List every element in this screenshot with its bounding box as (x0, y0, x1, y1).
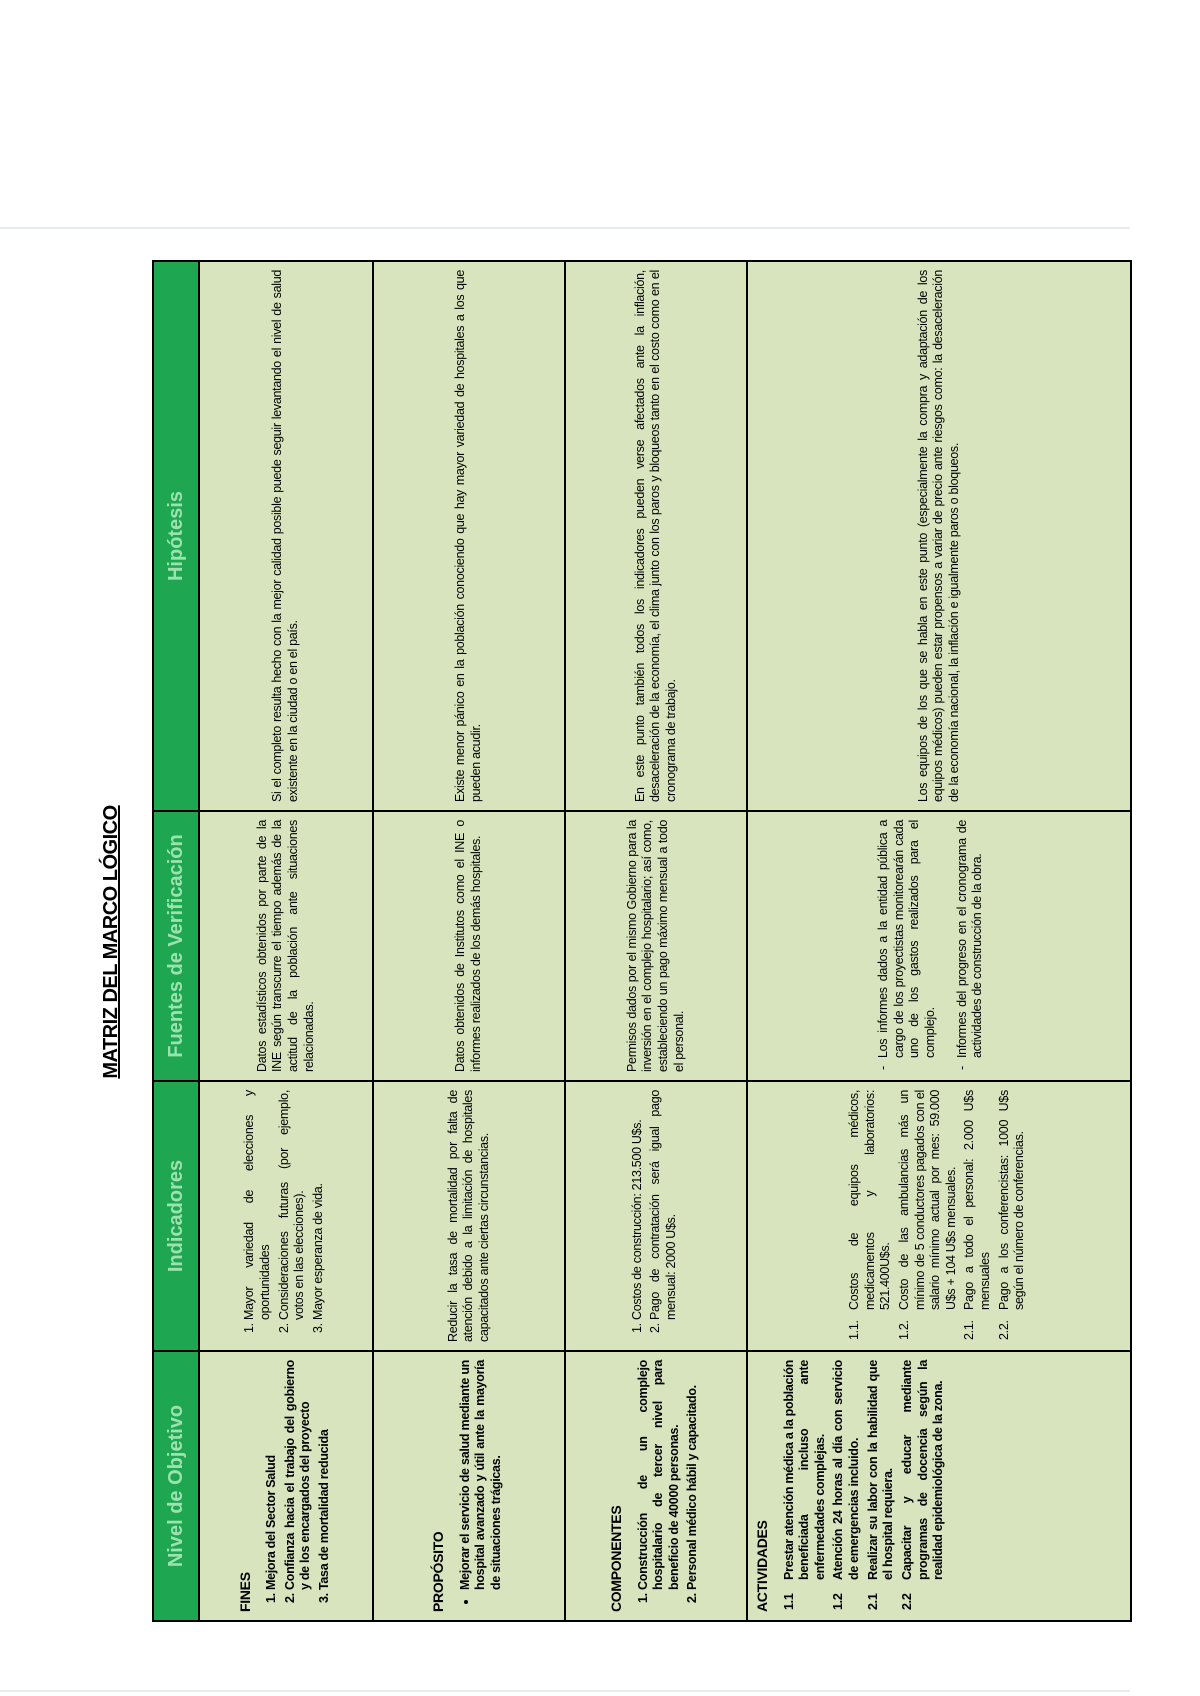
actividades-source-list (876, 820, 986, 1072)
section-label: ACTIVIDADES (754, 1520, 770, 1612)
section-label: FINES (236, 1572, 253, 1612)
list-item: 1. Mejora del Sector Salud (264, 1360, 280, 1590)
list-item: 3. Tasa de mortalidad reducida (317, 1360, 333, 1590)
list-item: - Informes del progreso en el cronograma de actividades de construcción de la obra. (955, 820, 986, 1058)
list-item: 1. Mayor variedad de elecciones y oportunidades (242, 1090, 273, 1320)
item-number: 2.1 (865, 1593, 880, 1610)
item-text: Costo de las ambulancias más un mínimo de 5 conductores pagados con el salario mínimo actual por mes: 59.000 U$s + 104 U$s mensuales. (896, 1090, 958, 1310)
item-number: 2.2 (899, 1593, 914, 1610)
list-item: 1. Construcción de un complejo hospitalario de tercer nivel para beneficio de 40000 personas. (636, 1360, 683, 1590)
proposito-hypothesis: Existe menor pánico en la población conociendo que hay mayor variedad de hospitales a los que pueden acudir. (373, 261, 565, 811)
section-label: PROPÓSITO (430, 1531, 447, 1612)
fines-indicator-list (242, 1090, 326, 1342)
item-number: 1.2. (896, 1320, 911, 1340)
componentes-objective-list (636, 1360, 702, 1612)
document-title: MATRIZ DEL MARCO LÓGICO (100, 805, 122, 1079)
row-actividades (747, 261, 1131, 1621)
rotated-document (100, 262, 1105, 1622)
item-text: Prestar atención médica a la población beneficiada incluso ante enfermedades complejas. (781, 1360, 827, 1580)
header-row (153, 261, 199, 1621)
item-text: Costos de equipos médicos, medicamentos y laboratorios: 521.400U$s. (847, 1090, 893, 1310)
actividades-objectives (747, 1351, 1131, 1621)
item-text: Pago a todo el personal: 2.000 U$s mensuales (962, 1090, 993, 1310)
header-verification-sources: Fuentes de Verificación (153, 811, 199, 1081)
row-componentes (565, 261, 747, 1621)
list-item (996, 1090, 1028, 1340)
list-item: • Mejorar el servicio de salud mediante un hospital avanzado y útil ante la mayoría de situaciones trágicas. (458, 1360, 505, 1590)
proposito-indicators: Reducir la tasa de mortalidad por falta de atención debido a la limitación de hospitales capacitados ante ciertas circunstancias. (373, 1081, 565, 1351)
row-proposito (373, 261, 565, 1621)
item-number: 2.2. (996, 1320, 1011, 1340)
actividades-indicator-list (847, 1090, 1028, 1342)
fines-objective-list (264, 1360, 333, 1612)
fines-hypothesis: Si el completo resulta hecho con la mejor calidad posible puede seguir levantando el nivel de salud existente en la ciudad o en el país. (199, 261, 373, 811)
proposito-objectives (373, 1351, 565, 1621)
componentes-indicators (565, 1081, 747, 1351)
page-separator-bottom (0, 1690, 1130, 1692)
item-text: Atención 24 horas al día con servicio de emergencias incluido. (831, 1360, 861, 1580)
list-item (847, 1090, 894, 1340)
proposito-objective-list (458, 1360, 505, 1612)
fines-indicators (199, 1081, 373, 1351)
componentes-indicator-list (630, 1090, 680, 1342)
header-hypothesis: Hipótesis (153, 261, 199, 811)
componentes-objectives (565, 1351, 747, 1621)
list-item (865, 1360, 897, 1610)
actividades-sources (747, 811, 1131, 1081)
list-item (831, 1360, 862, 1610)
item-number: 1.1. (847, 1320, 862, 1340)
item-number: 2.1. (962, 1320, 977, 1340)
item-number: 1.2 (831, 1593, 846, 1610)
item-number: 1.1 (781, 1593, 796, 1610)
actividades-hypothesis: Los equipos de los que se habla en este punto (especialmente la compra y adaptación de los equipos médicos) pueden estar propensos a variar de precio ante riesgos como: la desaceleración de la economía nacional, la inflación e igualmente paros o bloqueos. (747, 261, 1131, 811)
section-label: COMPONENTES (608, 1505, 624, 1612)
list-item (781, 1360, 829, 1610)
logical-framework-matrix (152, 260, 1132, 1622)
actividades-indicators (747, 1081, 1131, 1351)
fines-sources: Datos estadísticos obtenidos por parte de la INE según transcurre el tiempo además de la actitud de la población ante situaciones relacionadas. (199, 811, 373, 1081)
list-item (899, 1360, 947, 1610)
list-item: 2. Personal médico hábil y capacitado. (685, 1360, 701, 1590)
page-separator-top (0, 227, 1130, 229)
actividades-objective-list (782, 1360, 947, 1612)
header-objective-level: Nivel de Objetivo (153, 1351, 199, 1621)
list-item: 2. Confianza hacia el trabajo del gobierno y de los encargados del proyecto (283, 1360, 314, 1590)
row-fines (199, 261, 373, 1621)
list-item: - Los informes dados a la entidad pública a cargo de los proyectistas monitorearán cada uno de los gastos realizados para el complejo. (876, 820, 939, 1058)
item-text: Pago a los conferencistas: 1000 U$s según el número de conferencias. (996, 1090, 1027, 1310)
list-item (896, 1090, 960, 1340)
item-text: Realizar su labor con la habilidad que el hospital requiera. (865, 1360, 896, 1580)
componentes-hypothesis: En este punto también todos los indicadores pueden verse afectados ante la inflación, desaceleración de la economía, el clima junto con los paros y bloqueos tanto en el costo como en el cronograma de trabajo. (565, 261, 747, 811)
header-indicators: Indicadores (153, 1081, 199, 1351)
list-item: 3. Mayor esperanza de vida. (311, 1090, 327, 1320)
list-item: 1. Costos de construcción: 213.500 U$s. (630, 1090, 646, 1320)
componentes-sources: Permisos dados por el mismo Gobierno para la inversión en el complejo hospitalario; así como, estableciendo un pago máximo mensual a todo el personal. (565, 811, 747, 1081)
fines-objectives (199, 1351, 373, 1621)
list-item: 2. Pago de contratación será igual pago mensual: 2000 U$s. (648, 1090, 679, 1320)
proposito-sources: Datos obtenidos de Institutos como el INE o informes realizados de los demás hospitales. (373, 811, 565, 1081)
item-text: Capacitar y educar mediante programas de docencia según la realidad epidemiológica de la zona. (899, 1360, 946, 1580)
list-item: 2. Consideraciones futuras (por ejemplo, votos en las elecciones). (277, 1090, 308, 1320)
list-item (962, 1090, 993, 1340)
